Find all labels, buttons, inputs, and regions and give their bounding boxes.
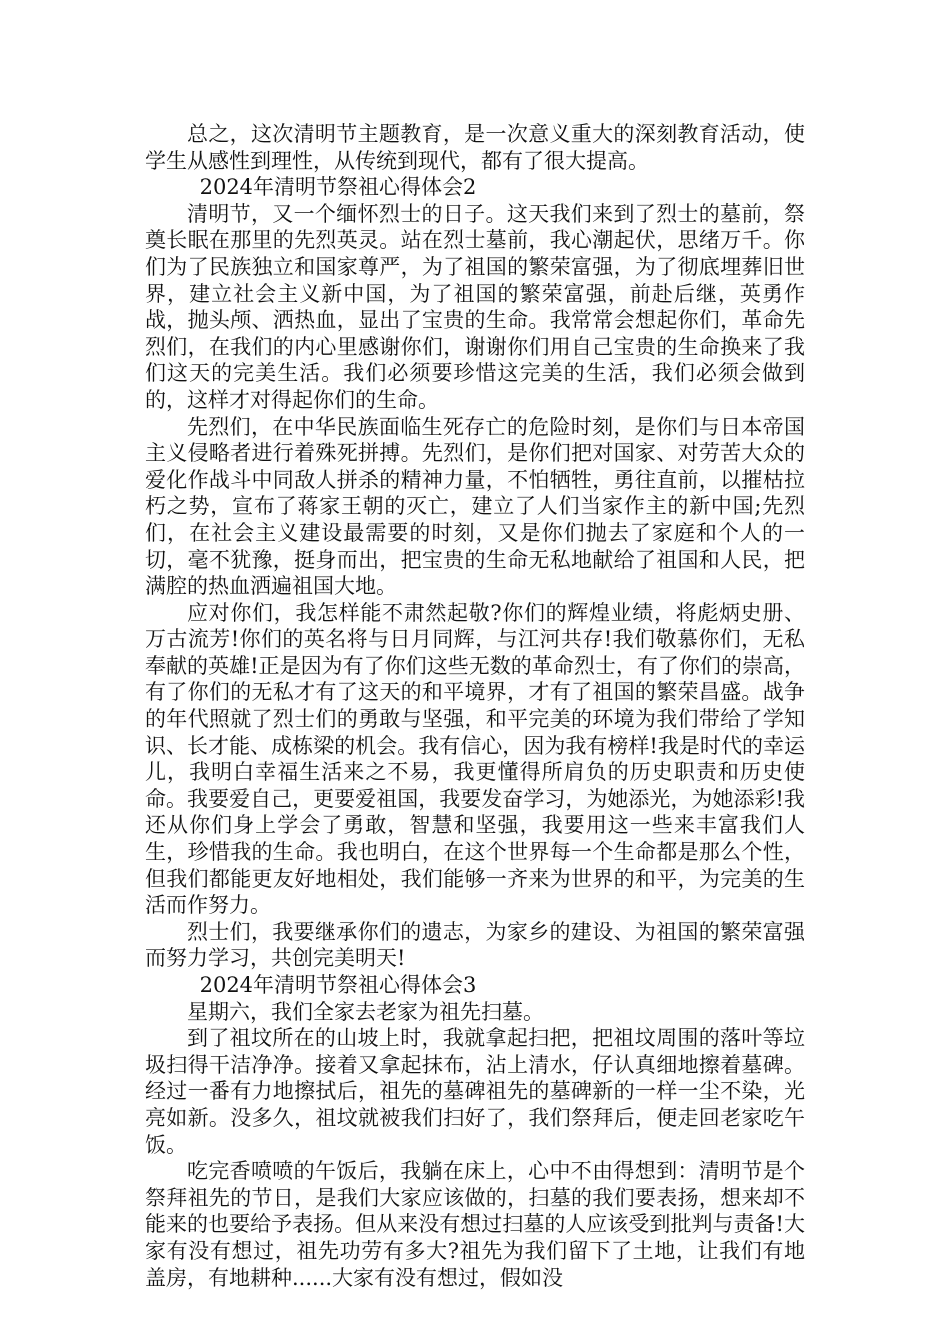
document-body xyxy=(145,121,805,1291)
paragraph: 星期六，我们全家去老家为祖先扫墓。 xyxy=(187,999,544,1024)
paragraph: 先烈们，在中华民族面临生死存亡的危险时刻，是你们与日本帝国主义侵略者进行着殊死拼搏。先烈们，是你们把对国家、对劳苦大众的爱化作战斗中同敌人拼杀的精神力量，不怕牺牲，勇往直前，以摧枯拉朽之势，宣布了蒋家王朝的灭亡，建立了人们当家作主的新中国;先烈们，在社会主义建设最需要的时刻，又是你们抛去了家庭和个人的一切，毫不犹豫，挺身而出，把宝贵的生命无私地献给了祖国和人民，把满腔的热血洒遍祖国大地。 xyxy=(145,414,805,599)
paragraph: 清明节，又一个缅怀烈士的日子。这天我们来到了烈士的墓前，祭奠长眠在那里的先烈英灵。站在烈士墓前，我心潮起伏，思绪万千。你们为了民族独立和国家尊严，为了祖国的繁荣富强，为了彻底埋葬旧世界，建立社会主义新中国，为了祖国的繁荣富强，前赴后继，英勇作战，抛头颅、洒热血，显出了宝贵的生命。我常常会想起你们，革命先烈们，在我们的内心里感谢你们，谢谢你们用自己宝贵的生命换来了我们这天的完美生活。我们必须要珍惜这完美的生活，我们必须会做到的，这样才对得起你们的生命。 xyxy=(145,201,805,412)
section-heading-2: 2024年清明节祭祖心得体会2 xyxy=(199,175,477,200)
paragraph: 吃完香喷喷的午饭后，我躺在床上，心中不由得想到：清明节是个祭拜祖先的节日，是我们大家应该做的，扫墓的我们要表扬，想来却不能来的也要给予表扬。但从来没有想过扫墓的人应该受到批判与责备!大家有没有想过，祖先功劳有多大?祖先为我们留下了土地，让我们有地盖房，有地耕种......大家有没有想过，假如没 xyxy=(145,1159,805,1290)
section-heading-3: 2024年清明节祭祖心得体会3 xyxy=(199,973,477,997)
paragraph-conclusion: 总之，这次清明节主题教育，是一次意义重大的深刻教育活动，使学生从感性到理性，从传统到现代，都有了很大提高。 xyxy=(145,122,805,173)
paragraph: 应对你们，我怎样能不肃然起敬?你们的辉煌业绩，将彪炳史册、万古流芳!你们的英名将与日月同辉，与江河共存!我们敬慕你们，无私奉献的英雄!正是因为有了你们这些无数的革命烈士，有了你们的崇高，有了你们的无私才有了这天的和平境界，才有了祖国的繁荣昌盛。战争的年代照就了烈士们的勇敢与坚强，和平完美的环境为我们带给了学知识、长才能、成栋梁的机会。我有信心，因为我有榜样!我是时代的幸运儿，我明白幸福生活来之不易，我更懂得所肩负的历史职责和历史使命。我要爱自己，更要爱祖国，我要发奋学习，为她添光，为她添彩!我还从你们身上学会了勇敢，智慧和坚强，我要用这一些来丰富我们人生，珍惜我的生命。我也明白，在这个世界每一个生命都是那么个性，但我们都能更友好地相处，我们能够一齐来为世界的和平，为完美的生活而作努力。 xyxy=(145,600,805,918)
paragraph: 到了祖坟所在的山坡上时，我就拿起扫把，把祖坟周围的落叶等垃圾扫得干洁净净。接着又拿起抹布，沾上清水，仔认真细地擦着墓碑。经过一番有力地擦拭后，祖先的墓碑祖先的墓碑新的一样一尘不染，光亮如新。没多久，祖坟就被我们扫好了，我们祭拜后，便走回老家吃午饭。 xyxy=(145,1026,805,1157)
paragraph: 烈士们，我要继承你们的遗志，为家乡的建设、为祖国的繁荣富强而努力学习，共创完美明天! xyxy=(145,919,805,971)
